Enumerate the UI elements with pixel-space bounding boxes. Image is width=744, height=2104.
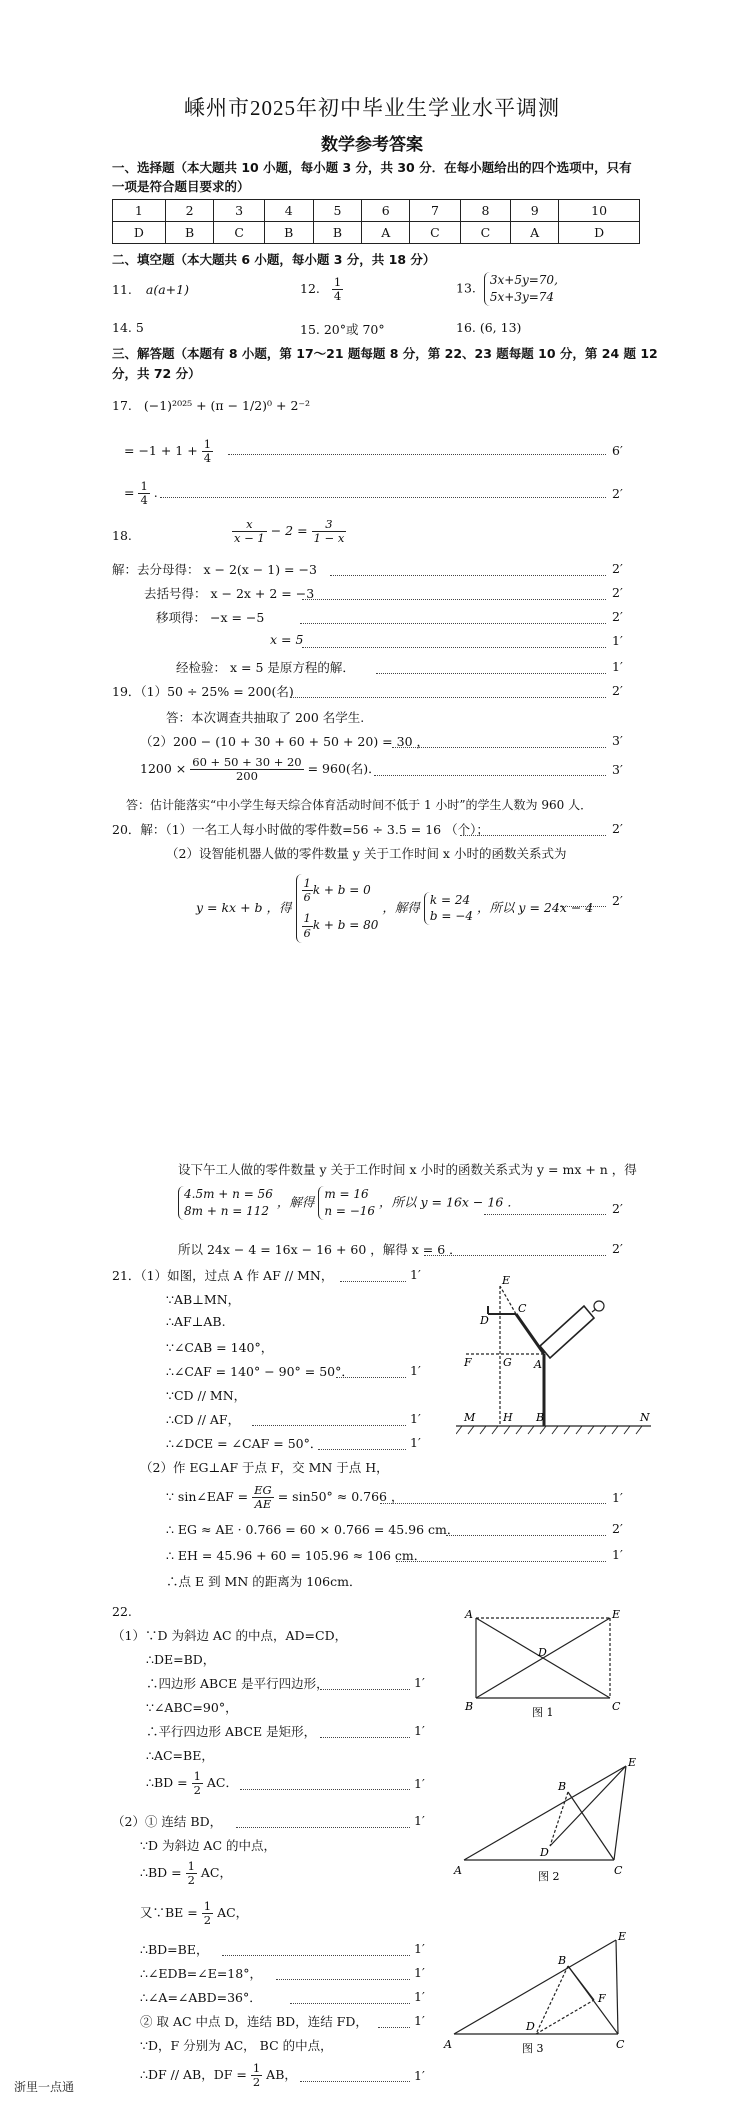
q18-equation-mid: − 2 = [270,523,308,539]
denominator: x − 1 [234,531,265,546]
fig-label: C [518,1302,527,1315]
table-cell: C [460,222,511,244]
q22-line10-pre: ∴BD = [140,1865,182,1881]
q20-final: 所以 24x − 4 = 16x − 16 + 60 ，解得 x = 6 ． [178,1242,462,1257]
score-mark: 1′ [612,659,623,674]
fig-label: F [464,1356,472,1369]
dot-leader [320,1737,410,1738]
q14: 14. 5 [112,320,144,335]
fig-label: B [465,1700,474,1713]
table-cell: C [214,222,265,244]
denominator: 200 [235,769,258,784]
q19-calc-pre: 1200 × [140,761,187,777]
denominator: 4 [203,451,212,466]
table-cell: 10 [559,200,640,222]
numerator: EG [254,1483,272,1497]
numerator: 60 + 50 + 30 + 20 [192,755,302,769]
fig-label: B [536,1411,545,1424]
fig-label: G [503,1356,512,1369]
fig-label: C [614,1864,623,1877]
score-mark: 3′ [612,733,623,748]
fig-label: F [598,1992,606,2005]
section2-heading: 二、填空题（本大题共 6 小题，每小题 3 分，共 18 分） [112,252,436,267]
fig-label: E [502,1274,511,1287]
q22-line12: ∴BD=BE， [140,1942,209,1957]
q22-figure3 [440,1926,640,2056]
dot-leader [300,2081,410,2082]
q22-line6: ∴AC=BE， [146,1748,214,1763]
score-mark: 1′ [414,1989,425,2004]
q19-answer1: 答：本次调查共抽取了 200 名学生. [166,710,365,725]
q17-number: 17. [112,398,132,413]
figure1-caption: 图 1 [532,1706,554,1719]
score-mark: 2′ [612,893,623,908]
q17-step2: = $\frac{1}{4}$ . [124,479,158,508]
q11-number: 11. [112,282,132,297]
denominator: AE [254,1497,272,1512]
score-mark: 2′ [612,609,623,624]
q18-step3: 移项得： −x = −5 [156,610,265,625]
q21-eh: ∴ EH = 45.96 + 60 = 105.96 ≈ 106 cm． [166,1548,427,1563]
q20-system2 [178,1186,520,1220]
section1-heading-2: 一项是符合题目要求的） [112,179,250,194]
dot-leader [340,1281,406,1282]
fraction [251,2062,262,2089]
fig-label: E [612,1608,621,1621]
section1-heading: 一、选择题（本大题共 10 小题，每小题 3 分，共 30 分．在每小题给出的四个选项中，只有 [112,160,632,175]
dot-leader [228,454,606,455]
score-mark: 1′ [414,2013,425,2028]
q22-line16: ∵D，F 分别为 AC， BC 的中点， [140,2038,333,2053]
fraction [192,1770,203,1797]
dot-leader [446,1535,606,1536]
score-mark: 2′ [612,1521,623,1536]
q20-part3-intro: 设下午工人做的零件数量 y 关于工作时间 x 小时的函数关系式为 y = mx + n ，得 [178,1162,637,1177]
q22-figure2 [450,1752,650,1882]
dot-leader [392,747,606,748]
fig-label: B [558,1780,567,1793]
q21-line1: 21．（1）如图，过点 A 作 AF // MN， [112,1268,334,1283]
equation: b = −4 [429,909,473,924]
score-mark: 1′ [414,1675,425,1690]
dot-leader [330,575,606,576]
denominator: 2 [187,1873,195,1888]
score-mark: 3′ [612,762,623,777]
denominator: 2 [193,1783,201,1798]
table-cell: 2 [165,200,214,222]
score-mark: 2′ [612,821,623,836]
equation: 3x+5y=70, [489,273,558,287]
q12-fraction [332,276,343,303]
denominator: 6 [303,890,311,905]
denominator: 6 [303,925,311,940]
q21-eg: ∴ EG ≈ AE · 0.766 = 60 × 0.766 = 45.96 cm． [166,1522,460,1537]
fraction [302,877,313,904]
equation: k + b = 80 [312,918,379,933]
q19-part1: 19．（1）50 ÷ 25% = 200(名) [112,684,294,699]
equation: 4.5m + n = 56 [184,1187,273,1201]
q17-formula: (−1)²⁰²⁵ + (π − 1/2)⁰ + 2⁻² [143,398,311,413]
q22-line17-post: AB， [266,2067,297,2083]
numerator: 3 [312,518,347,532]
score-mark: 1′ [414,1965,425,1980]
dot-leader [374,775,606,776]
score-mark: 1′ [414,1941,425,1956]
q19-part2-calc [140,756,381,783]
dot-leader [222,1955,410,1956]
q20-system1-brace [296,874,379,943]
q22-line7-post: AC． [206,1775,238,1791]
q12 [300,276,343,303]
fig-label: A [444,2038,452,2051]
score-mark: 2′ [612,585,623,600]
denominator: 1 − x [313,531,345,546]
equation: 5x+3y=74 [489,289,555,304]
fraction [138,480,149,507]
score-mark: 1′ [414,1813,425,1828]
q22-line1: （1）∵D 为斜边 AC 的中点，AD=CD， [112,1628,348,1643]
q22-line4: ∵∠ABC=90°， [146,1700,238,1715]
table-cell: C [410,222,461,244]
table-cell: 1 [113,200,166,222]
fraction [302,912,313,939]
table-cell: 6 [362,200,410,222]
table-cell: 7 [410,200,461,222]
q22-figure1 [460,1604,640,1724]
q17-step2-end: . [153,485,158,501]
score-mark: 2′ [612,561,623,576]
score-mark: 1′ [410,1411,421,1426]
table-cell: 5 [313,200,362,222]
equation: m = 16 [324,1187,369,1201]
q18-number: 18. [112,528,132,543]
fraction [202,1900,213,1927]
q13-number: 13. [456,280,476,296]
score-mark: 1′ [410,1267,421,1282]
fig-label: B [558,1954,567,1967]
table-cell: B [264,222,313,244]
figure2-caption: 图 2 [538,1870,560,1882]
fig-label: M [464,1411,476,1424]
q22-line11 [140,1900,248,1927]
q20-system2-post: ，所以 y = 16x − 16 ． [379,1194,520,1210]
dot-leader [484,1214,606,1215]
q22-line7-pre: ∴BD = [146,1775,188,1791]
fig-label: A [465,1608,473,1621]
q20-system1-post: ，所以 y = 24x − 4 [476,899,594,915]
dot-leader [302,647,606,648]
score-mark: 1′ [612,1490,623,1505]
fig-label: A [454,1864,462,1877]
dot-leader [240,1789,410,1790]
fig-label: D [480,1314,489,1327]
q20-part1: 20．解：（1）一名工人每小时做的零件数=56 ÷ 3.5 = 16 （个）； [112,822,489,837]
numerator: 1 [252,2061,261,2075]
q20-system1-pre: y = kx + b ，得 [196,899,292,915]
q22-line7 [146,1770,238,1797]
q21-line6: ∵CD // MN， [166,1388,247,1403]
table-cell: 4 [264,200,313,222]
q21-line7: ∴CD // AF， [166,1412,241,1427]
dot-leader [160,497,606,498]
q17-step1-text: = −1 + 1 + [124,443,198,459]
q22-line10 [140,1860,232,1887]
section3-heading-2: 分，共 72 分） [112,366,201,381]
q18-step1: 解：去分母得： x − 2(x − 1) = −3 [112,562,317,577]
q22-line8: （2）① 连结 BD， [112,1814,223,1829]
answer-table [112,199,640,244]
figure3-caption: 图 3 [522,2042,544,2055]
dot-leader [302,599,606,600]
table-cell: D [113,222,166,244]
q21-line5: ∴∠CAF = 140° − 90° = 50°． [166,1364,354,1379]
q18-check: 经检验： x = 5 是原方程的解． [176,660,355,675]
fig-label: D [540,1846,549,1859]
fig-label: E [618,1930,627,1943]
q22-line9: ∵D 为斜边 AC 的中点， [140,1838,276,1853]
fig-label: C [612,1700,621,1713]
numerator: 1 [193,1769,201,1783]
q22-number: 22. [112,1604,132,1619]
denominator: 4 [140,493,148,508]
score-mark: 2′ [612,683,623,698]
q22-line3: ∴四边形 ABCE 是平行四边形， [146,1676,329,1691]
dot-leader [396,1561,606,1562]
fraction [202,438,213,465]
q16: 16. (6, 13) [456,320,522,335]
q21-sin-post: = sin50° ≈ 0.766 ， [277,1489,404,1505]
dot-leader [236,1827,410,1828]
table-cell: A [511,222,559,244]
dot-leader [290,2003,410,2004]
numerator: 1 [203,437,212,451]
fig-label: H [503,1411,513,1424]
table-cell: B [313,222,362,244]
numerator: 1 [187,1859,195,1873]
q20-system2-brace [178,1186,273,1220]
score-mark: 1′ [612,633,623,648]
denominator: 4 [333,289,342,304]
fraction [186,1860,197,1887]
q19-part2: （2）200 − (10 + 30 + 60 + 50 + 20) = 30 ， [140,734,429,749]
numerator: 1 [333,275,342,289]
q21-line8: ∴∠DCE = ∠CAF = 50°． [166,1436,323,1451]
q15: 15. 20°或 70° [300,322,385,337]
q18-step4: x = 5 [270,632,304,647]
q18-equation [232,518,346,545]
score-mark: 6′ [612,443,623,458]
table-cell: 3 [214,200,265,222]
page-title: 嵊州市2025年初中毕业生学业水平调测 [184,96,560,120]
score-mark: 1′ [612,1547,623,1562]
q22-line10-post: AC， [200,1865,232,1881]
score-mark: 1′ [414,1723,425,1738]
table-cell: A [362,222,410,244]
q22-line14: ∴∠A=∠ABD=36°． [140,1990,262,2005]
answer-table-number-row [113,200,640,222]
q18-step2: 去括号得： x − 2x + 2 = −3 [144,586,315,601]
equation: k + b = 0 [312,883,371,898]
q22-line5: ∴平行四边形 ABCE 是矩形， [146,1724,317,1739]
equation: n = −16 [324,1203,376,1218]
q22-line13: ∴∠EDB=∠E=18°， [140,1966,262,1981]
q11 [112,282,189,297]
score-mark: 2′ [612,1241,623,1256]
answer-table-answer-row [113,222,640,244]
denominator: 2 [203,1913,212,1928]
denominator: 2 [252,2075,261,2090]
q13-system [484,272,558,306]
q11-answer: a(a+1) [145,282,189,297]
fraction [252,1484,274,1511]
fig-label: D [538,1646,547,1659]
score-mark: 1′ [414,1776,425,1791]
dot-leader [376,673,606,674]
q22-line17 [140,2062,297,2089]
q20-solution1 [424,892,473,926]
q17-step1 [124,438,213,465]
dot-leader [560,906,606,907]
q21-part2: （2）作 EG⊥AF 于点 F，交 MN 于点 H， [140,1460,389,1475]
dot-leader [320,1689,410,1690]
q17-expression [112,398,310,413]
score-mark: 1′ [410,1435,421,1450]
fig-label: C [616,2038,625,2051]
dot-leader [290,697,606,698]
q12-number: 12. [300,281,320,297]
q22-line11-pre: 又∵BE = [140,1905,198,1921]
fig-label: A [534,1358,542,1371]
q21-figure [456,1256,656,1446]
dot-leader [336,1377,406,1378]
numerator: x [232,518,267,532]
q20-solution2 [318,1186,375,1220]
q22-line2: ∴DE=BD， [146,1652,216,1667]
table-cell: 9 [511,200,559,222]
dot-leader [252,1425,406,1426]
q20-system1 [196,874,593,943]
score-mark: 2′ [612,486,623,501]
numerator: 1 [303,876,311,890]
dot-leader [300,623,606,624]
q13 [456,272,558,306]
q21-conclusion: ∴点 E 到 MN 的距离为 106cm． [166,1574,362,1589]
q19-calc-post: = 960(名)． [307,761,381,777]
q21-line4: ∵∠CAB = 140°， [166,1340,274,1355]
q22-line17-pre: ∴DF // AB，DF = [140,2067,247,2083]
q22-line15: ② 取 AC 中点 D，连结 BD，连结 FD， [140,2014,368,2029]
numerator: 1 [140,479,148,493]
table-cell: 8 [460,200,511,222]
equation: k = 24 [429,892,471,907]
q21-line2: ∵AB⊥MN， [166,1292,241,1307]
equation: 8m + n = 112 [184,1203,270,1218]
q21-line3: ∴AF⊥AB. [166,1314,226,1329]
table-cell: D [559,222,640,244]
score-mark: 1′ [410,1363,421,1378]
q20-system1-mid: ，解得 [382,899,420,915]
q21-sin-pre: ∵ sin∠EAF = [166,1489,249,1505]
q20-part2-intro: （2）设智能机器人做的零件数量 y 关于工作时间 x 小时的函数关系式为 [166,846,567,861]
fraction [312,518,347,545]
page-subtitle: 数学参考答案 [321,135,423,155]
q20-system2-mid: ，解得 [276,1194,315,1210]
numerator: 1 [203,1899,212,1913]
score-mark: 1′ [414,2068,425,2083]
dot-leader [460,835,606,836]
fig-label: N [640,1411,650,1424]
fraction [190,756,303,783]
fraction [232,518,267,545]
dot-leader [378,2027,410,2028]
q19-answer2: 答：估计能落实“中小学生每天综合体育活动时间不低于 1 小时”的学生人数为 960 人． [126,798,593,812]
fig-label: E [628,1756,637,1769]
section3-heading: 三、解答题（本题有 8 小题，第 17～21 题每题 8 分，第 22、23 题每题 10 分，第 24 题 12 [112,346,658,361]
watermark: 浙里一点通 [14,2080,75,2094]
dot-leader [276,1979,410,1980]
q22-line11-post: AC， [217,1905,249,1921]
score-mark: 2′ [612,1201,623,1216]
fig-label: D [526,2020,535,2033]
dot-leader [380,1503,606,1504]
q21-sin [166,1484,403,1511]
table-cell: B [165,222,214,244]
dot-leader [318,1449,406,1450]
numerator: 1 [303,911,311,926]
